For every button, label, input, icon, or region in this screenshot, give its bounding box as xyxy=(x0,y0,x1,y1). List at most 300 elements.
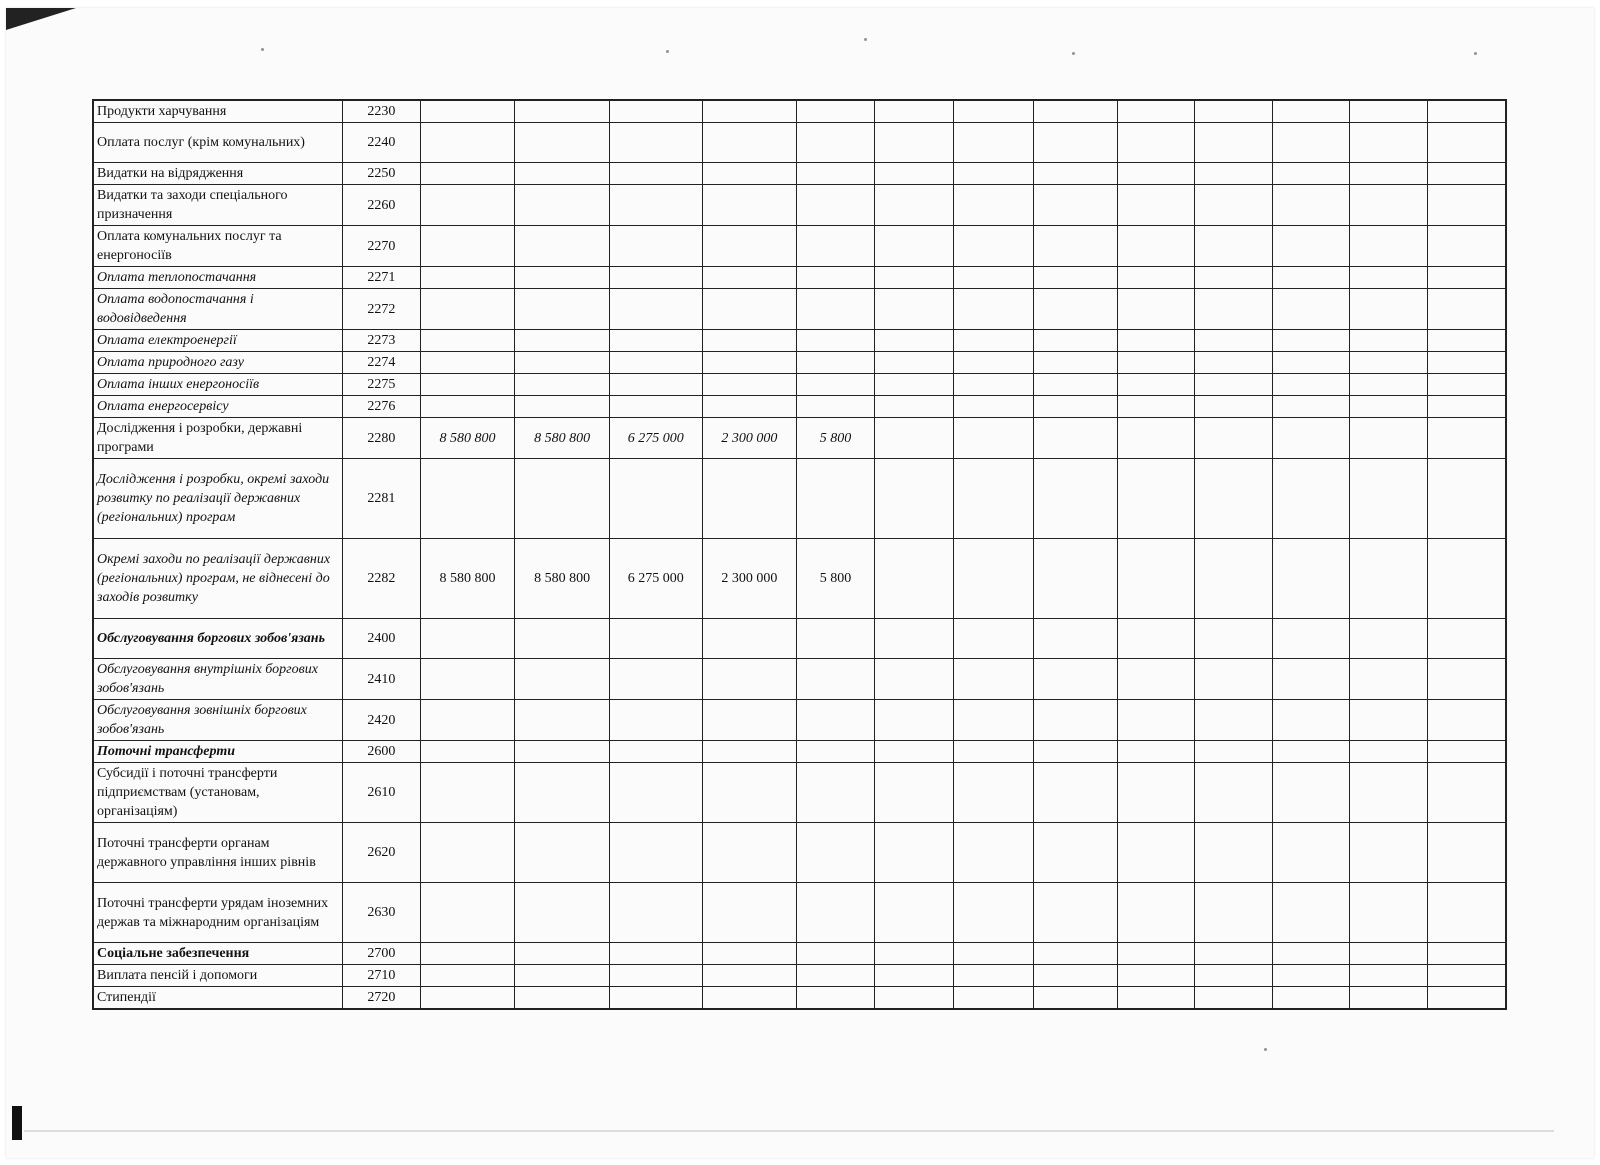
value-cell xyxy=(797,123,874,163)
value-cell xyxy=(1117,883,1194,943)
value-cell xyxy=(1195,883,1272,943)
value-cell xyxy=(954,965,1034,987)
value-cell xyxy=(1350,267,1427,289)
value-cell xyxy=(1033,374,1117,396)
value-cell xyxy=(420,396,515,418)
value-cell xyxy=(1195,352,1272,374)
value-cell xyxy=(1033,330,1117,352)
value-cell xyxy=(797,374,874,396)
value-cell xyxy=(1117,943,1194,965)
value-cell xyxy=(1427,539,1506,619)
table-row xyxy=(93,741,1506,763)
table-row xyxy=(93,289,1506,330)
scan-speck xyxy=(1264,1048,1267,1051)
value-cell xyxy=(797,659,874,700)
value-cell: 2 300 000 xyxy=(702,539,797,619)
row-code-cell: 2230 xyxy=(343,100,420,123)
value-cell xyxy=(1427,943,1506,965)
table-row xyxy=(93,459,1506,539)
value-cell xyxy=(1195,700,1272,741)
value-cell xyxy=(515,965,610,987)
value-cell xyxy=(1350,700,1427,741)
value-cell xyxy=(1427,100,1506,123)
value-cell xyxy=(1272,659,1349,700)
value-cell xyxy=(1117,418,1194,459)
value-cell xyxy=(1272,374,1349,396)
value-cell xyxy=(954,459,1034,539)
value-cell xyxy=(797,459,874,539)
value-cell xyxy=(1272,700,1349,741)
value-cell xyxy=(1272,123,1349,163)
value-cell xyxy=(1427,226,1506,267)
value-cell xyxy=(1350,823,1427,883)
value-cell xyxy=(1350,330,1427,352)
table-row xyxy=(93,659,1506,700)
value-cell xyxy=(515,619,610,659)
table-row xyxy=(93,330,1506,352)
value-cell xyxy=(1195,226,1272,267)
value-cell xyxy=(1350,883,1427,943)
row-name-cell: Обслуговування внутрішніх боргових зобов'язань xyxy=(93,659,343,700)
value-cell xyxy=(515,267,610,289)
value-cell xyxy=(515,374,610,396)
value-cell xyxy=(1117,539,1194,619)
row-name-cell: Продукти харчування xyxy=(93,100,343,123)
value-cell xyxy=(797,741,874,763)
value-cell xyxy=(797,943,874,965)
value-cell xyxy=(1350,396,1427,418)
value-cell xyxy=(1272,185,1349,226)
value-cell xyxy=(797,330,874,352)
value-cell xyxy=(1350,352,1427,374)
value-cell xyxy=(1033,987,1117,1010)
value-cell xyxy=(515,123,610,163)
row-name-cell: Оплата комунальних послуг та енергоносіїв xyxy=(93,226,343,267)
value-cell xyxy=(1117,965,1194,987)
value-cell xyxy=(797,700,874,741)
value-cell xyxy=(1427,185,1506,226)
table-row xyxy=(93,763,1506,823)
row-name-cell: Видатки та заходи спеціального призначення xyxy=(93,185,343,226)
value-cell xyxy=(420,226,515,267)
value-cell xyxy=(1033,619,1117,659)
value-cell xyxy=(1272,741,1349,763)
value-cell xyxy=(1427,763,1506,823)
value-cell xyxy=(1272,965,1349,987)
row-code-cell: 2275 xyxy=(343,374,420,396)
value-cell xyxy=(610,352,703,374)
value-cell xyxy=(1272,883,1349,943)
value-cell xyxy=(954,619,1034,659)
value-cell xyxy=(1272,267,1349,289)
value-cell xyxy=(1117,619,1194,659)
row-code-cell: 2420 xyxy=(343,700,420,741)
value-cell xyxy=(610,330,703,352)
value-cell xyxy=(954,943,1034,965)
value-cell xyxy=(610,374,703,396)
row-code-cell: 2272 xyxy=(343,289,420,330)
value-cell xyxy=(1272,987,1349,1010)
row-name-cell: Субсидії і поточні трансферти підприємствам (установам, організаціям) xyxy=(93,763,343,823)
value-cell: 8 580 800 xyxy=(420,418,515,459)
value-cell xyxy=(1350,163,1427,185)
row-name-cell: Оплата теплопостачання xyxy=(93,267,343,289)
value-cell xyxy=(1427,267,1506,289)
value-cell xyxy=(610,185,703,226)
value-cell xyxy=(954,330,1034,352)
table-row xyxy=(93,185,1506,226)
value-cell xyxy=(1350,226,1427,267)
value-cell xyxy=(1272,418,1349,459)
row-code-cell: 2271 xyxy=(343,267,420,289)
row-name-cell: Соціальне забезпечення xyxy=(93,943,343,965)
value-cell xyxy=(1427,459,1506,539)
value-cell xyxy=(702,330,797,352)
row-code-cell: 2250 xyxy=(343,163,420,185)
table-row xyxy=(93,226,1506,267)
value-cell xyxy=(1272,539,1349,619)
value-cell xyxy=(1350,100,1427,123)
row-name-cell: Окремі заходи по реалізації державних (регіональних) програм, не віднесені до заходів розвитку xyxy=(93,539,343,619)
value-cell: 8 580 800 xyxy=(515,418,610,459)
value-cell xyxy=(954,123,1034,163)
value-cell xyxy=(1117,100,1194,123)
value-cell xyxy=(610,700,703,741)
value-cell xyxy=(1350,659,1427,700)
value-cell xyxy=(610,741,703,763)
value-cell xyxy=(874,459,954,539)
value-cell xyxy=(1427,396,1506,418)
value-cell xyxy=(1350,965,1427,987)
value-cell xyxy=(1350,374,1427,396)
value-cell xyxy=(610,987,703,1010)
row-code-cell: 2610 xyxy=(343,763,420,823)
value-cell xyxy=(797,352,874,374)
value-cell xyxy=(702,659,797,700)
value-cell xyxy=(1117,763,1194,823)
value-cell xyxy=(1272,459,1349,539)
value-cell xyxy=(702,741,797,763)
value-cell xyxy=(1427,374,1506,396)
value-cell xyxy=(797,289,874,330)
table-row xyxy=(93,943,1506,965)
row-code-cell: 2620 xyxy=(343,823,420,883)
value-cell xyxy=(1272,100,1349,123)
value-cell xyxy=(954,163,1034,185)
value-cell xyxy=(420,123,515,163)
value-cell xyxy=(954,374,1034,396)
table-row xyxy=(93,619,1506,659)
table-row xyxy=(93,883,1506,943)
value-cell xyxy=(420,352,515,374)
value-cell: 5 800 xyxy=(797,539,874,619)
value-cell xyxy=(954,396,1034,418)
value-cell xyxy=(1033,763,1117,823)
value-cell xyxy=(702,352,797,374)
value-cell xyxy=(1272,763,1349,823)
scan-speck xyxy=(666,50,669,53)
value-cell xyxy=(515,185,610,226)
value-cell xyxy=(702,100,797,123)
value-cell xyxy=(1350,763,1427,823)
value-cell xyxy=(702,185,797,226)
value-cell xyxy=(420,163,515,185)
row-code-cell: 2276 xyxy=(343,396,420,418)
value-cell xyxy=(702,459,797,539)
scan-speck xyxy=(864,38,867,41)
value-cell xyxy=(1427,163,1506,185)
value-cell xyxy=(874,123,954,163)
row-code-cell: 2260 xyxy=(343,185,420,226)
value-cell xyxy=(702,396,797,418)
value-cell xyxy=(1427,659,1506,700)
value-cell xyxy=(1272,226,1349,267)
value-cell xyxy=(702,987,797,1010)
value-cell xyxy=(420,741,515,763)
value-cell xyxy=(1117,289,1194,330)
value-cell xyxy=(874,987,954,1010)
value-cell xyxy=(1195,267,1272,289)
value-cell xyxy=(874,741,954,763)
value-cell xyxy=(610,163,703,185)
row-code-cell: 2270 xyxy=(343,226,420,267)
value-cell xyxy=(1195,539,1272,619)
value-cell xyxy=(1350,987,1427,1010)
value-cell xyxy=(1033,352,1117,374)
value-cell xyxy=(1350,943,1427,965)
value-cell xyxy=(420,267,515,289)
scan-speck xyxy=(1474,52,1477,55)
value-cell xyxy=(874,700,954,741)
value-cell xyxy=(1350,741,1427,763)
row-code-cell: 2240 xyxy=(343,123,420,163)
value-cell xyxy=(702,943,797,965)
value-cell xyxy=(1195,289,1272,330)
value-cell xyxy=(1427,883,1506,943)
value-cell xyxy=(874,823,954,883)
value-cell xyxy=(420,374,515,396)
value-cell xyxy=(874,330,954,352)
value-cell xyxy=(1427,289,1506,330)
value-cell xyxy=(420,100,515,123)
value-cell xyxy=(1033,965,1117,987)
value-cell xyxy=(610,100,703,123)
row-code-cell: 2400 xyxy=(343,619,420,659)
value-cell xyxy=(874,883,954,943)
value-cell xyxy=(610,763,703,823)
value-cell xyxy=(1033,883,1117,943)
row-name-cell: Оплата електроенергії xyxy=(93,330,343,352)
value-cell xyxy=(1033,185,1117,226)
value-cell xyxy=(420,943,515,965)
value-cell xyxy=(420,659,515,700)
row-name-cell: Обслуговування зовнішніх боргових зобов'язань xyxy=(93,700,343,741)
value-cell: 6 275 000 xyxy=(610,418,703,459)
value-cell xyxy=(1195,123,1272,163)
row-code-cell: 2273 xyxy=(343,330,420,352)
value-cell xyxy=(1427,823,1506,883)
scan-speck xyxy=(1072,52,1075,55)
value-cell xyxy=(702,823,797,883)
value-cell xyxy=(954,987,1034,1010)
value-cell xyxy=(874,267,954,289)
value-cell xyxy=(610,943,703,965)
row-code-cell: 2410 xyxy=(343,659,420,700)
value-cell xyxy=(954,763,1034,823)
value-cell xyxy=(1427,987,1506,1010)
value-cell xyxy=(954,700,1034,741)
table-row xyxy=(93,418,1506,459)
value-cell xyxy=(610,659,703,700)
value-cell xyxy=(1117,987,1194,1010)
value-cell xyxy=(797,100,874,123)
value-cell xyxy=(515,352,610,374)
value-cell xyxy=(874,289,954,330)
value-cell xyxy=(797,619,874,659)
value-cell xyxy=(515,883,610,943)
value-cell xyxy=(420,987,515,1010)
table-row xyxy=(93,352,1506,374)
value-cell xyxy=(874,352,954,374)
value-cell xyxy=(1272,289,1349,330)
value-cell xyxy=(954,289,1034,330)
value-cell xyxy=(1117,823,1194,883)
value-cell xyxy=(1272,163,1349,185)
value-cell xyxy=(702,619,797,659)
value-cell xyxy=(874,100,954,123)
value-cell xyxy=(420,823,515,883)
value-cell xyxy=(515,330,610,352)
scan-corner-mark xyxy=(6,8,76,30)
table-row xyxy=(93,396,1506,418)
value-cell xyxy=(515,943,610,965)
value-cell xyxy=(515,163,610,185)
value-cell xyxy=(1033,659,1117,700)
value-cell xyxy=(874,226,954,267)
value-cell xyxy=(1195,163,1272,185)
value-cell xyxy=(1272,823,1349,883)
row-code-cell: 2274 xyxy=(343,352,420,374)
value-cell xyxy=(1195,659,1272,700)
value-cell xyxy=(610,883,703,943)
table-row xyxy=(93,700,1506,741)
value-cell xyxy=(1195,185,1272,226)
value-cell xyxy=(1272,330,1349,352)
value-cell xyxy=(1350,619,1427,659)
value-cell xyxy=(1350,185,1427,226)
value-cell xyxy=(954,418,1034,459)
value-cell xyxy=(702,883,797,943)
value-cell xyxy=(1033,943,1117,965)
value-cell xyxy=(702,965,797,987)
value-cell xyxy=(420,330,515,352)
value-cell xyxy=(515,763,610,823)
value-cell xyxy=(797,823,874,883)
value-cell xyxy=(1272,619,1349,659)
scan-speck xyxy=(261,48,264,51)
value-cell xyxy=(1427,619,1506,659)
value-cell xyxy=(954,539,1034,619)
value-cell xyxy=(1195,396,1272,418)
value-cell xyxy=(1195,987,1272,1010)
value-cell xyxy=(515,396,610,418)
row-code-cell: 2630 xyxy=(343,883,420,943)
table-row xyxy=(93,965,1506,987)
value-cell xyxy=(420,883,515,943)
value-cell xyxy=(610,123,703,163)
table-row xyxy=(93,163,1506,185)
row-code-cell: 2720 xyxy=(343,987,420,1010)
value-cell xyxy=(1033,163,1117,185)
value-cell xyxy=(1195,965,1272,987)
value-cell xyxy=(1033,459,1117,539)
value-cell xyxy=(1033,823,1117,883)
value-cell xyxy=(515,226,610,267)
value-cell xyxy=(1117,741,1194,763)
value-cell xyxy=(1350,289,1427,330)
value-cell xyxy=(420,185,515,226)
row-name-cell: Оплата водопостачання і водовідведення xyxy=(93,289,343,330)
value-cell xyxy=(1350,123,1427,163)
value-cell xyxy=(515,100,610,123)
value-cell xyxy=(1033,123,1117,163)
value-cell xyxy=(1427,123,1506,163)
value-cell xyxy=(874,163,954,185)
value-cell xyxy=(420,965,515,987)
row-name-cell: Оплата інших енергоносіїв xyxy=(93,374,343,396)
value-cell xyxy=(1195,330,1272,352)
value-cell xyxy=(1117,374,1194,396)
value-cell xyxy=(1427,330,1506,352)
row-code-cell: 2600 xyxy=(343,741,420,763)
value-cell xyxy=(1117,185,1194,226)
value-cell xyxy=(515,823,610,883)
value-cell xyxy=(610,226,703,267)
value-cell xyxy=(702,123,797,163)
value-cell xyxy=(954,100,1034,123)
value-cell xyxy=(610,289,703,330)
value-cell xyxy=(610,823,703,883)
value-cell xyxy=(515,741,610,763)
value-cell xyxy=(797,883,874,943)
value-cell xyxy=(702,267,797,289)
row-name-cell: Стипендії xyxy=(93,987,343,1010)
row-code-cell: 2281 xyxy=(343,459,420,539)
value-cell: 5 800 xyxy=(797,418,874,459)
value-cell xyxy=(1272,396,1349,418)
value-cell xyxy=(1117,163,1194,185)
value-cell xyxy=(1427,741,1506,763)
value-cell xyxy=(797,185,874,226)
row-name-cell: Дослідження і розробки, окремі заходи розвитку по реалізації державних (регіональних) програм xyxy=(93,459,343,539)
value-cell xyxy=(702,700,797,741)
value-cell xyxy=(1195,741,1272,763)
value-cell xyxy=(702,763,797,823)
value-cell xyxy=(1117,459,1194,539)
row-code-cell: 2280 xyxy=(343,418,420,459)
value-cell xyxy=(1350,539,1427,619)
table-row xyxy=(93,123,1506,163)
value-cell xyxy=(954,741,1034,763)
table-row xyxy=(93,539,1506,619)
value-cell xyxy=(515,659,610,700)
value-cell xyxy=(702,163,797,185)
row-name-cell: Виплата пенсій і допомоги xyxy=(93,965,343,987)
value-cell xyxy=(1117,123,1194,163)
value-cell xyxy=(420,700,515,741)
value-cell xyxy=(1195,763,1272,823)
value-cell xyxy=(610,267,703,289)
